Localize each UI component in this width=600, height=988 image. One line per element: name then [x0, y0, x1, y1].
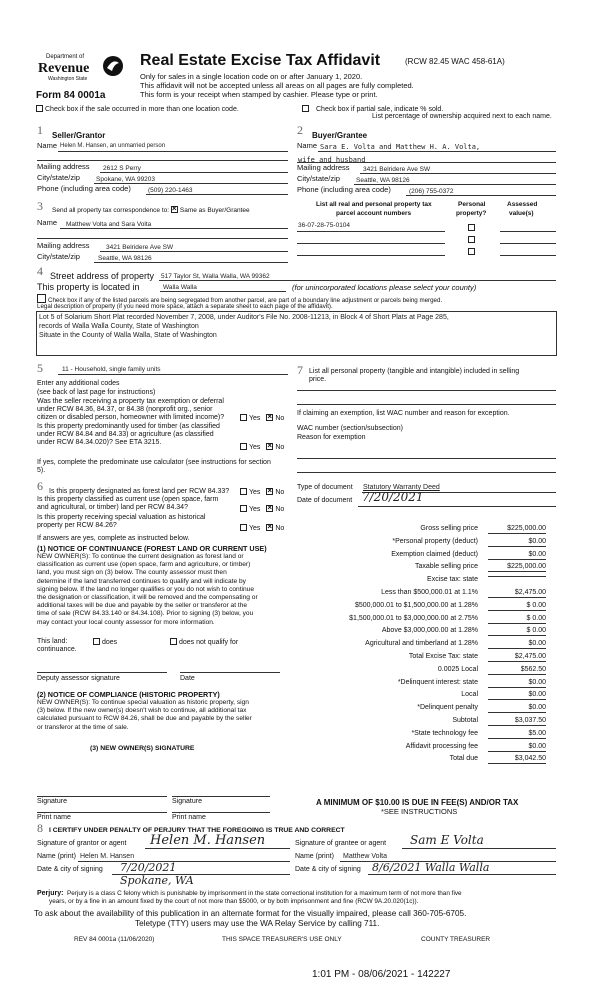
parcel-col3b: value(s) — [509, 210, 534, 217]
add-codes-1: Enter any additional codes — [37, 380, 120, 387]
section-1-number: 1 — [37, 123, 43, 137]
section-7-number: 7 — [297, 363, 303, 377]
s6-q1-yes-checkbox[interactable] — [240, 488, 247, 495]
header-sub1: Only for sales in a single location code on or after January 1, 2020. — [140, 72, 363, 81]
tax-row-value: $ 0.00 — [488, 615, 546, 624]
form-title: Real Estate Excise Tax Affidavit — [140, 52, 381, 69]
tax-row-label: $1,500,000.01 to $3,000,000.00 at 2.75% — [349, 614, 478, 622]
tax-row-value: $0.00 — [488, 704, 546, 713]
tax-row-label: 0.0025 Local — [437, 665, 478, 673]
personal-property-checkbox-1[interactable] — [468, 224, 475, 231]
doc-type: Statutory Warranty Deed — [363, 484, 440, 491]
s6-q3-yes-no[interactable]: Yes × No — [240, 524, 284, 533]
multi-location-checkbox[interactable] — [36, 105, 43, 112]
tax-row-value: $ 0.00 — [488, 602, 546, 611]
buyer-mail-label: Mailing address — [297, 163, 350, 172]
section-2-number: 2 — [297, 123, 303, 137]
land-does-check[interactable]: does — [93, 638, 117, 647]
s6-q1-no-checkbox[interactable] — [266, 488, 273, 495]
personal-property-checkbox-2[interactable] — [468, 236, 475, 243]
partial-sale-check[interactable]: Check box if partial sale, indicate % sold. — [302, 105, 443, 114]
tax-row-value: $ 0.00 — [488, 627, 546, 636]
grantor-signature: Helen M. Hansen — [150, 833, 266, 848]
buyer-phone-label: Phone (including area code) — [297, 185, 391, 194]
corr-name: Matthew Volta and Sara Volta — [66, 221, 152, 228]
s6-q2-yes-checkbox[interactable] — [240, 505, 247, 512]
personal-property-checkbox-3[interactable] — [468, 248, 475, 255]
print-name-label-1: Print name — [37, 814, 71, 821]
seller-city: Spokane, WA 99203 — [96, 176, 156, 183]
grantee-name-label: Name (print) — [295, 853, 334, 860]
segregate-check[interactable]: Check box if any of the listed parcels are being segregated from another parcel, are part of a boundary line adjustment or parcels being merged. — [37, 294, 442, 304]
correspondence-label: Send all property tax correspondence to: × Same as Buyer/Grantee — [52, 206, 250, 214]
tax-row-label: *Delinquent interest: state — [397, 678, 478, 686]
s6-q2b: and agricultural, or timber) land per RCW 84.34? — [37, 504, 188, 511]
tax-row-label: Gross selling price — [420, 525, 478, 532]
grantor-date: 7/20/2021 — [120, 861, 177, 874]
s6-q2a: Is this property classified as current use (open space, farm — [37, 496, 219, 503]
tax-row-label: *State technology fee — [411, 729, 478, 737]
tax-row-label: Less than $500,000.01 at 1.1% — [381, 589, 478, 596]
tax-row-value: $2,475.00 — [488, 653, 546, 662]
parcel-col3a: Assessed — [507, 201, 538, 208]
s5-q1a: Was the seller receiving a property tax exemption or deferral — [37, 398, 224, 405]
receipt-stamp: 1:01 PM - 08/06/2021 - 142227 — [312, 969, 451, 980]
s7-exemption: If claiming an exemption, list WAC number and reason for exception. — [297, 410, 510, 417]
street-address: 517 Taylor St, Walla Walla, WA 99362 — [161, 273, 270, 280]
add-codes-2: (see back of last page for instructions) — [37, 389, 156, 396]
s7-wac: WAC number (section/subsection) — [297, 425, 403, 432]
tax-row-value: $225,000.00 — [488, 563, 546, 572]
parcel-col2a: Personal — [458, 201, 486, 208]
grantee-sig-label: Signature of grantee or agent — [295, 840, 387, 847]
county-treasurer: COUNTY TREASURER — [421, 936, 491, 943]
tax-row-value: $225,000.00 — [488, 525, 546, 534]
revision: REV 84 0001a (11/06/2020) — [74, 936, 155, 943]
s6-if-yes: If answers are yes, complete as instructed below. — [37, 535, 190, 542]
s7-text1: List all personal property (tangible and intangible) included in selling — [309, 368, 520, 375]
notice1-title: (1) NOTICE OF CONTINUANCE (FOREST LAND OR CURRENT USE) — [37, 544, 267, 553]
section-5-number: 5 — [37, 361, 43, 375]
grantor-sig-label: Signature of grantor or agent — [37, 840, 127, 847]
tax-row-label: *Delinquent penalty — [417, 704, 478, 712]
seller-name-label: Name — [37, 141, 58, 150]
use-code: 11 - Household, single family units — [62, 366, 161, 373]
seller-name-line2 — [37, 160, 288, 161]
parcel-col1a: List all real and personal property tax — [316, 201, 432, 208]
buyer-name-label: Name — [297, 141, 318, 150]
tax-row-value: $0.00 — [488, 691, 546, 700]
notice2-title: (2) NOTICE OF COMPLIANCE (HISTORIC PROPERTY) — [37, 690, 220, 699]
buyer-phone: (206) 755-0372 — [409, 188, 454, 195]
grantor-name: Helen M. Hansen — [80, 853, 135, 860]
buyer-name1: Sara E. Volta and Matthew H. A. Volta, — [320, 143, 481, 151]
tax-row-label: Exemption claimed (deduct) — [391, 550, 478, 558]
tax-row-value — [488, 576, 546, 577]
new-owner-signature-title: (3) NEW OWNER(S) SIGNATURE — [90, 745, 195, 752]
s5-q2a: Is this property predominantly used for timber (as classified — [37, 423, 220, 430]
tax-row-label: Taxable selling price — [414, 563, 478, 571]
doc-type-label: Type of document — [297, 484, 353, 491]
corr-mail: 3421 Belridere Ave SW — [106, 244, 174, 251]
section-4-number: 4 — [37, 264, 43, 278]
perjury-label: Perjury: — [37, 890, 64, 897]
grantee-name: Matthew Volta — [343, 853, 387, 860]
s5-q1b: under RCW 84.36, 84.37, or 84.38 (nonprofit org., senior — [37, 406, 213, 413]
s5-q1-yes-no[interactable]: Yes × No — [240, 414, 284, 423]
signature-label-2: Signature — [172, 798, 202, 805]
s7-text2: price. — [309, 376, 327, 383]
section-3-number: 3 — [37, 199, 43, 213]
dept-top: Department of — [46, 54, 85, 60]
s5-q3a: If yes, complete the predominate use calculator (see instructions for section — [37, 459, 271, 466]
parcel-col2b: property? — [456, 210, 487, 217]
seller-mail: 2612 S Perry — [103, 165, 141, 172]
s7-reason: Reason for exemption — [297, 434, 366, 441]
seller-phone-label: Phone (including area code) — [37, 184, 131, 193]
tax-row-label: $500,000.01 to $1,500,000.00 at 1.28% — [355, 601, 478, 609]
land-does-checkbox[interactable] — [93, 638, 100, 645]
alt-format-1: To ask about the availability of this publication in an alternate format for the visually impaired, please call 360-705-6705. — [34, 909, 467, 918]
tax-row-label: Local — [461, 691, 478, 699]
located-value: Walla Walla — [163, 284, 197, 291]
corr-mail-label: Mailing address — [37, 241, 90, 250]
corr-name-label: Name — [37, 218, 58, 227]
s5-q1-no-checkbox[interactable] — [266, 414, 273, 421]
s6-q3-yes-checkbox[interactable] — [240, 524, 247, 531]
s5-q1-yes-checkbox[interactable] — [240, 414, 247, 421]
land-does-not-checkbox[interactable] — [170, 638, 177, 645]
tax-row-label: Total Excise Tax: state — [408, 653, 478, 660]
perjury-text-1: Perjury is a class C felony which is punishable by imprisonment in the state correctional institution for a maximum term of not more than five — [67, 890, 462, 897]
s5-q2c: under RCW 84.34.020)? See ETA 3215. — [37, 439, 162, 446]
located-note: (for unincorporated locations please select your county) — [292, 283, 477, 292]
legal-description-box — [36, 311, 557, 356]
tax-row-label: Agricultural and timberland at 1.28% — [365, 640, 478, 648]
legal-line-1: Lot 5 of Solarium Short Plat recorded November 7, 2008, under Auditor's File No. 2008-11213, in Block 4 of Short Plats at Page 285, — [39, 314, 449, 321]
tax-row-label: Subtotal — [452, 717, 478, 724]
doc-date: 7/20/2021 — [362, 490, 424, 504]
segregate-checkbox[interactable] — [37, 294, 46, 303]
tax-row-value: $3,037.50 — [488, 717, 546, 726]
s5-q2-yes-checkbox[interactable] — [240, 443, 247, 450]
this-land: This land: — [37, 638, 68, 645]
s6-q3-no-checkbox[interactable] — [266, 524, 273, 531]
seller-name-line — [58, 151, 288, 152]
tax-row-label: Affidavit processing fee — [405, 742, 478, 750]
dept-sub: Washington State — [48, 76, 88, 82]
s6-q3b: property per RCW 84.26? — [37, 522, 117, 529]
s6-q1-yes-no[interactable]: Yes × No — [240, 488, 284, 497]
signature-label-1: Signature — [37, 798, 67, 805]
notice2-text: NEW OWNER(S): To continue special valuation as historic property, sign (3) below. If the new owner(s) doesn't wish to continue, all additional tax calculated pursuant to RCW 84.26, shall be due and payable by the seller or transferor at the time of sale. — [37, 699, 252, 731]
legal-line-2: records of Walla Walla County, State of Washington — [39, 323, 199, 330]
same-as-buyer-checkbox[interactable] — [171, 206, 178, 213]
seller-phone: (509) 220-1463 — [148, 187, 193, 194]
deputy-signature-label: Deputy assessor signature — [37, 675, 120, 682]
tax-row-value: $0.00 — [488, 679, 546, 688]
tax-row-value: $3,042.50 — [488, 755, 546, 764]
buyer-title: Buyer/Grantee — [312, 131, 368, 140]
multi-location-check[interactable]: Check box if the sale occurred in more than one location code. — [36, 105, 239, 114]
buyer-name2: wife and husband — [298, 156, 366, 164]
s6-q2-yes-no[interactable]: Yes × No — [240, 505, 284, 514]
form-rcw: (RCW 82.45 WAC 458-61A) — [405, 57, 505, 66]
grantor-date-label: Date & city of signing — [37, 866, 103, 873]
s6-q1: Is this property designated as forest land per RCW 84.33? — [49, 488, 230, 495]
parcel-number-1: 36-07-28-75-0104 — [298, 222, 351, 229]
s5-q1c: citizen or disabled person, homeowner with limited income)? — [37, 414, 225, 421]
section-8-number: 8 — [37, 821, 43, 835]
tax-row-value: $0.00 — [488, 640, 546, 649]
tax-row-value: $5.00 — [488, 730, 546, 739]
s5-q3b: 5). — [37, 467, 46, 474]
form-number: Form 84 0001a — [36, 90, 106, 101]
grantee-date: 8/6/2021 Walla Walla — [372, 861, 490, 874]
revenue-logo — [38, 52, 128, 88]
treasurer-use: THIS SPACE TREASURER'S USE ONLY — [222, 936, 342, 943]
notice1-text: NEW OWNER(S): To continue the current designation as forest land or classification as current use (open space, farm and agriculture, or timber) land, you must sign on (3) below. The county assessor must then determine if the land transferred continues to qualify and will indicate by signing below. If the land no longer qualifies or you do not wish to continue the designation or classification, it will be removed and the compensating or additional taxes will be due and payable by the seller or transferor at the time of sale (RCW 84.33.140 or 84.34.108). Prior to signing (3) below, you may contact your local county assessor for more information. — [37, 553, 258, 626]
tax-row-value: $562.50 — [488, 666, 546, 675]
land-does-not-check[interactable]: does not qualify for — [170, 638, 238, 647]
grantor-name-label: Name (print) — [37, 853, 76, 860]
dept-name: Revenue — [38, 61, 90, 76]
header-sub2: This affidavit will not be accepted unless all areas on all pages are fully completed. — [140, 81, 414, 90]
perjury-text-2: years, or by a fine in an amount fixed by the court of not more than $5000, or by both imprisonment and fine (RCW 9A.20.020(1c)). — [49, 898, 419, 905]
continuance: continuance. — [37, 646, 77, 653]
section-6-number: 6 — [37, 479, 43, 493]
seller-name: Helen M. Hansen, an unmarried person — [60, 143, 166, 149]
grantee-date-label: Date & city of signing — [295, 866, 361, 873]
buyer-city: Seattle, WA 98126 — [356, 177, 410, 184]
legal-line-3: Situate in the County of Walla Walla, State of Washington — [39, 332, 217, 339]
pct-ownership-note: List percentage of ownership acquired next to each name. — [372, 113, 552, 120]
legal-label: Legal description of property (if you need more space, attach a separate sheet to each page of the affidavit). — [37, 303, 333, 310]
alt-format-2: Teletype (TTY) users may use the WA Relay Service by calling 711. — [135, 919, 380, 928]
tax-row-value: $0.00 — [488, 538, 546, 547]
s6-q2-no-checkbox[interactable] — [266, 505, 273, 512]
corr-city-label: City/state/zip — [37, 252, 80, 261]
seller-city-label: City/state/zip — [37, 173, 80, 182]
grantor-city: Spokane, WA — [120, 874, 194, 887]
s6-q3a: Is this property receiving special valuation as historical — [37, 514, 206, 521]
tax-row-label: Above $3,000,000.00 at 1.28% — [381, 627, 478, 635]
seller-mail-label: Mailing address — [37, 162, 90, 171]
parcel-col1b: parcel account numbers — [336, 210, 412, 217]
partial-sale-checkbox[interactable] — [302, 105, 309, 112]
street-label: Street address of property — [50, 271, 155, 281]
corr-city: Seattle, WA 98126 — [98, 255, 152, 262]
located-label: This property is located in — [37, 282, 140, 292]
print-name-label-2: Print name — [172, 814, 206, 821]
tax-row-value: $2,475.00 — [488, 589, 546, 598]
deputy-date-label: Date — [180, 675, 195, 682]
doc-date-label: Date of document — [297, 497, 353, 504]
header-sub3: This form is your receipt when stamped by cashier. Please type or print. — [140, 90, 378, 99]
seller-title: Seller/Grantor — [52, 131, 106, 140]
s5-q2-no-checkbox[interactable] — [266, 443, 273, 450]
grantee-signature: Sam E Volta — [410, 833, 484, 847]
buyer-mail: 3421 Belridere Ave SW — [363, 166, 431, 173]
minimum-notice: A MINIMUM OF $10.00 IS DUE IN FEE(S) AND/OR TAX — [316, 798, 519, 807]
see-instructions: *SEE INSTRUCTIONS — [381, 807, 458, 816]
buyer-city-label: City/state/zip — [297, 174, 340, 183]
tax-row-label: Total due — [449, 755, 478, 763]
s5-q2-yes-no[interactable]: Yes × No — [240, 443, 284, 452]
tax-row-value: $0.00 — [488, 551, 546, 560]
certify-statement: I CERTIFY UNDER PENALTY OF PERJURY THAT THE FOREGOING IS TRUE AND CORRECT — [49, 827, 345, 834]
revenue-emblem-icon — [102, 55, 124, 77]
s5-q2b: under RCW 84.84 and 84.33) or agriculture (as classified — [37, 431, 214, 438]
tax-row-value: $0.00 — [488, 743, 546, 752]
tax-row-label: Excise tax: state — [427, 576, 478, 584]
tax-row-label: *Personal property (deduct) — [392, 537, 478, 545]
